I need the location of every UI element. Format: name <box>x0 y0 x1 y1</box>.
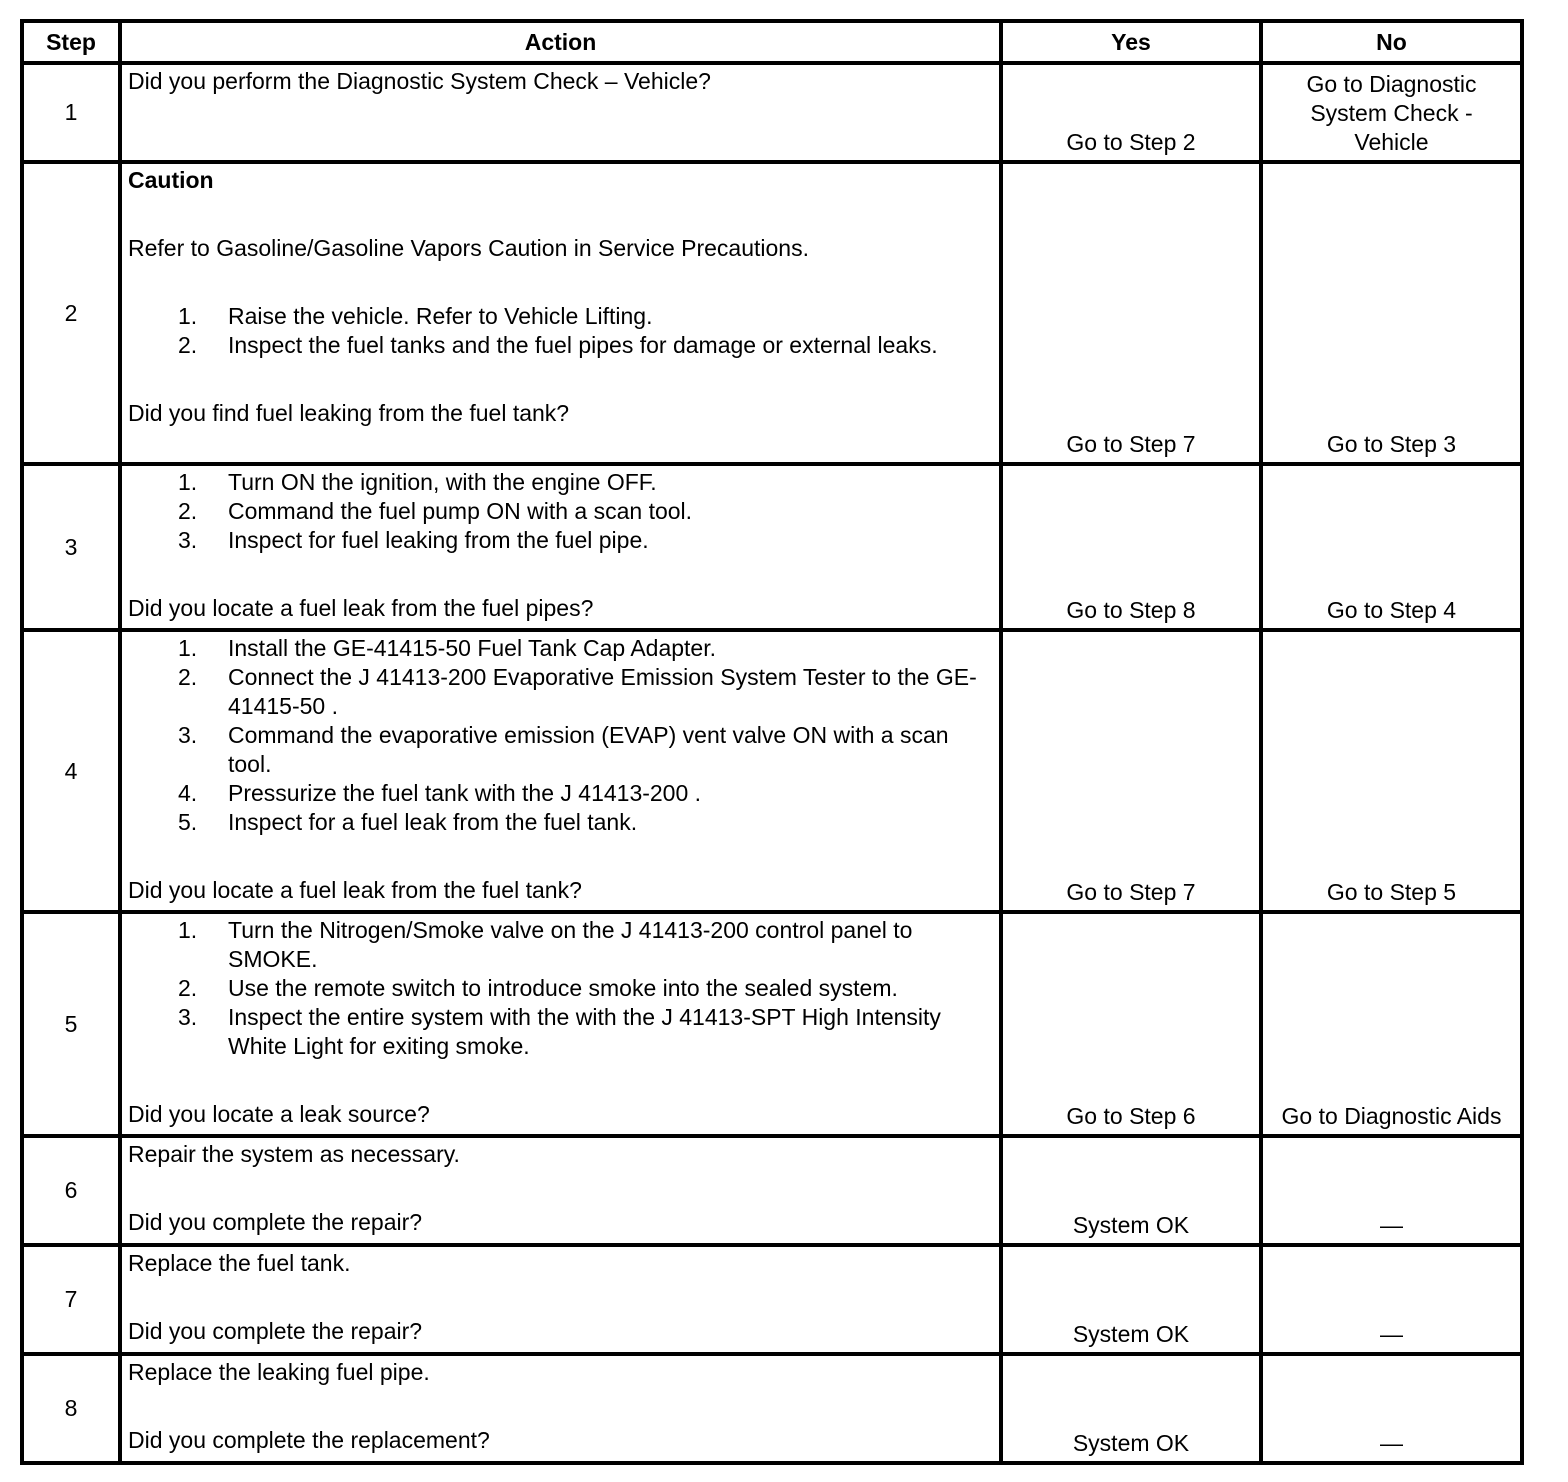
yes-cell: Go to Step 6 <box>1001 912 1261 1136</box>
yes-cell: Go to Step 8 <box>1001 464 1261 630</box>
header-yes: Yes <box>1001 21 1261 63</box>
table-row <box>22 912 1522 1136</box>
yes-cell: Go to Step 2 <box>1001 63 1261 162</box>
table-row <box>22 464 1522 630</box>
step-number: 7 <box>22 1245 120 1354</box>
no-cell: Go to Step 5 <box>1261 630 1522 912</box>
table-row <box>22 630 1522 912</box>
header-no: No <box>1261 21 1522 63</box>
list-item: 3. Inspect the entire system with the with the J 41413-SPT High Intensity White Light for exiting smoke. <box>178 1004 941 1059</box>
no-cell: — <box>1261 1354 1522 1463</box>
caution-text: Refer to Gasoline/Gasoline Vapors Caution in Service Precautions. <box>128 235 809 261</box>
table-row <box>22 1136 1522 1245</box>
step-number: 8 <box>22 1354 120 1463</box>
no-cell: — <box>1261 1136 1522 1245</box>
table-row <box>22 1354 1522 1463</box>
question-text: Did you complete the repair? <box>128 1209 423 1235</box>
instruction-text: Repair the system as necessary. <box>128 1141 460 1167</box>
action-cell <box>120 1136 1001 1245</box>
instruction-list <box>128 468 995 555</box>
list-item: 1. Turn the Nitrogen/Smoke valve on the J 41413-200 control panel to SMOKE. <box>178 917 913 972</box>
list-item: 1. Raise the vehicle. Refer to Vehicle Lifting. <box>178 303 653 329</box>
list-item: 4. Pressurize the fuel tank with the J 41413-200 . <box>178 780 702 806</box>
yes-cell: System OK <box>1001 1354 1261 1463</box>
no-cell: — <box>1261 1245 1522 1354</box>
list-item: 2. Command the fuel pump ON with a scan tool. <box>178 498 693 524</box>
action-cell <box>120 162 1001 464</box>
question-text: Did you locate a fuel leak from the fuel pipes? <box>128 595 594 621</box>
list-item: 2. Inspect the fuel tanks and the fuel pipes for damage or external leaks. <box>178 332 938 358</box>
list-item: 2. Use the remote switch to introduce smoke into the sealed system. <box>178 975 898 1001</box>
header-action: Action <box>120 21 1001 63</box>
action-cell <box>120 1245 1001 1354</box>
caution-title: Caution <box>128 167 214 193</box>
header-step: Step <box>22 21 120 63</box>
instruction-text: Replace the fuel tank. <box>128 1250 351 1276</box>
step-number: 5 <box>22 912 120 1136</box>
no-cell: Go to Diagnostic System Check - Vehicle <box>1261 63 1522 162</box>
yes-cell: Go to Step 7 <box>1001 630 1261 912</box>
list-item: 5. Inspect for a fuel leak from the fuel tank. <box>178 809 638 835</box>
step-number: 3 <box>22 464 120 630</box>
action-cell <box>120 464 1001 630</box>
no-cell: Go to Step 4 <box>1261 464 1522 630</box>
table-row <box>22 162 1522 464</box>
list-item: 3. Command the evaporative emission (EVAP) vent valve ON with a scan tool. <box>178 722 949 777</box>
table-row <box>22 1245 1522 1354</box>
question-text: Did you locate a leak source? <box>128 1101 430 1127</box>
instruction-list <box>128 302 995 360</box>
header-row <box>22 21 1522 63</box>
question-text: Did you locate a fuel leak from the fuel tank? <box>128 877 582 903</box>
action-cell <box>120 63 1001 162</box>
yes-cell: Go to Step 7 <box>1001 162 1261 464</box>
question-text: Did you complete the replacement? <box>128 1427 490 1453</box>
action-cell <box>120 912 1001 1136</box>
list-item: 3. Inspect for fuel leaking from the fuel pipe. <box>178 527 649 553</box>
instruction-list <box>128 634 995 837</box>
step-number: 6 <box>22 1136 120 1245</box>
list-item: 1. Turn ON the ignition, with the engine OFF. <box>178 469 657 495</box>
no-cell: Go to Diagnostic Aids <box>1261 912 1522 1136</box>
step-number: 4 <box>22 630 120 912</box>
action-cell <box>120 1354 1001 1463</box>
instruction-text: Replace the leaking fuel pipe. <box>128 1359 430 1385</box>
yes-cell: System OK <box>1001 1245 1261 1354</box>
yes-cell: System OK <box>1001 1136 1261 1245</box>
list-item: 2. Connect the J 41413-200 Evaporative Emission System Tester to the GE-41415-50 . <box>178 664 977 719</box>
no-cell: Go to Step 3 <box>1261 162 1522 464</box>
question-text: Did you perform the Diagnostic System Check – Vehicle? <box>128 68 711 94</box>
instruction-list <box>128 916 995 1061</box>
table-row <box>22 63 1522 162</box>
question-text: Did you find fuel leaking from the fuel tank? <box>128 400 570 426</box>
diagnostic-table <box>20 19 1524 1465</box>
action-cell <box>120 630 1001 912</box>
step-number: 1 <box>22 63 120 162</box>
step-number: 2 <box>22 162 120 464</box>
question-text: Did you complete the repair? <box>128 1318 423 1344</box>
list-item: 1. Install the GE-41415-50 Fuel Tank Cap Adapter. <box>178 635 716 661</box>
